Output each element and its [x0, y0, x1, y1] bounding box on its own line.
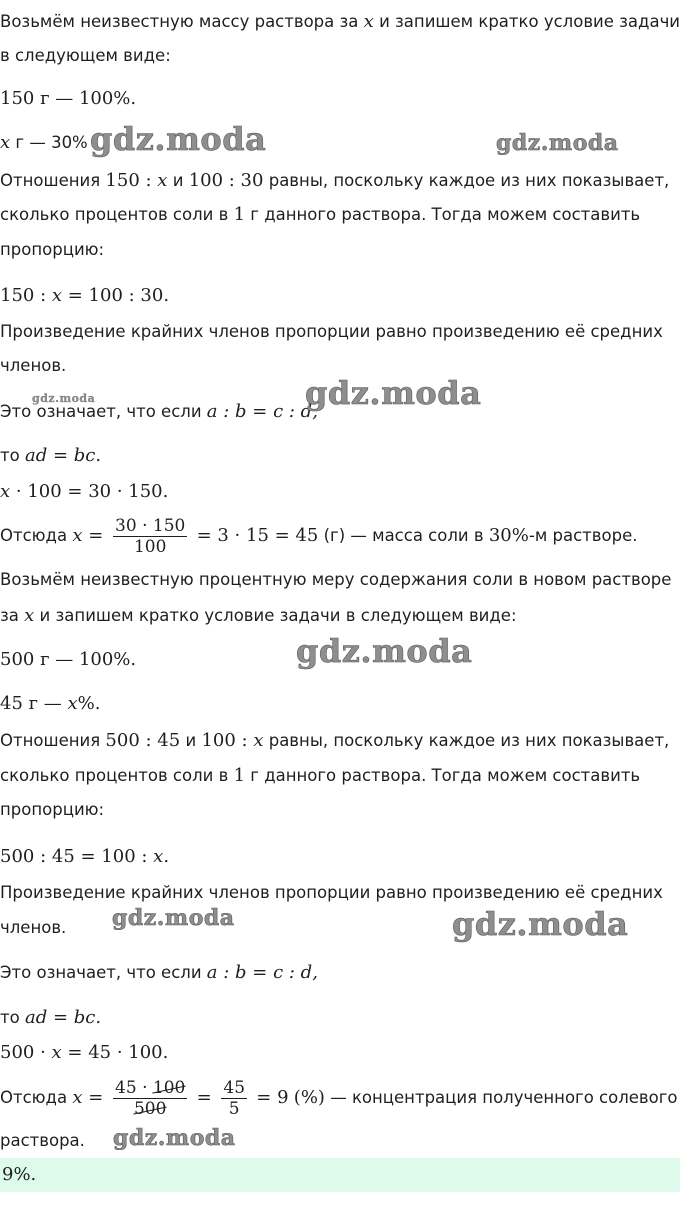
watermark-logo: gdz.moda [113, 1125, 236, 1151]
text-line: Отношения 150 : x и 100 : 30 равны, поскольку каждое из них показывает, [0, 170, 670, 191]
watermark-logo: gdz.moda [90, 120, 267, 158]
watermark-logo: gdz.moda [305, 374, 482, 412]
text-line: Произведение крайних членов пропорции равно произведению её средних [0, 322, 663, 341]
text-line: то ad = bc. [0, 445, 102, 466]
text-line: Возьмём неизвестную массу раствора за x и запишем кратко условие задачи [0, 11, 680, 32]
text-line: Это означает, что если a : b = c : d, [0, 401, 318, 422]
text-line: то ad = bc. [0, 1007, 102, 1028]
condition-line: 500 г — 100%. [0, 649, 137, 670]
text-line: Произведение крайних членов пропорции равно произведению её средних [0, 883, 663, 902]
text-line: Это означает, что если a : b = c : d, [0, 962, 318, 983]
condition-line: 45 г — x%. [0, 693, 101, 714]
text-line: Отношения 500 : 45 и 100 : x равны, поскольку каждое из них показывает, [0, 730, 670, 751]
text-line: в следующем виде: [0, 46, 171, 65]
text-line: членов. [0, 356, 67, 375]
condition-line: 150 г — 100%. [0, 88, 137, 109]
text-line: сколько процентов соли в 1 г данного раствора. Тогда можем составить [0, 765, 641, 786]
equation: 500 · x = 45 · 100. [0, 1042, 169, 1063]
equation: 500 : 45 = 100 : x. [0, 846, 170, 867]
variable-x: x [363, 11, 374, 32]
fraction: $\frac{30 \cdot 150}{100}$ [115, 516, 186, 557]
watermark-logo: gdz.moda [112, 905, 235, 931]
text-line: пропорцию: [0, 800, 105, 819]
equation: 150 : x = 100 : 30. [0, 285, 170, 306]
fraction: $\frac{45}{5}$ [223, 1078, 246, 1119]
fraction: $\frac{45 \cdot 100}{500}$ [115, 1078, 186, 1119]
watermark-logo: gdz.moda [32, 392, 96, 405]
text-line: за x и запишем кратко условие задачи в следующем виде: [0, 605, 517, 626]
answer-value: 9%. [2, 1164, 37, 1185]
condition-line: x г — 30% [0, 132, 88, 153]
text-line: раствора. [0, 1131, 85, 1150]
text-line: пропорцию: [0, 240, 105, 259]
text-line: членов. [0, 918, 67, 937]
equation: Отсюда x = $\frac{45 \cdot 100}{500}$ = $\frac{45}{5}$ = 9 (%) — концентрация полученного солевого [0, 1078, 678, 1119]
text-line: сколько процентов соли в 1 г данного раствора. Тогда можем составить [0, 204, 641, 225]
watermark-logo: gdz.moda [296, 632, 473, 670]
watermark-logo: gdz.moda [496, 130, 619, 156]
answer-box [0, 1158, 680, 1192]
equation: x · 100 = 30 · 150. [0, 481, 169, 502]
equation: Отсюда x = $\frac{30 \cdot 150}{100}$ = 3 · 15 = 45 (г) — масса соли в 30%-м растворе. [0, 516, 638, 557]
watermark-logo: gdz.moda [452, 905, 629, 943]
text-line: Возьмём неизвестную процентную меру содержания соли в новом растворе [0, 570, 672, 589]
